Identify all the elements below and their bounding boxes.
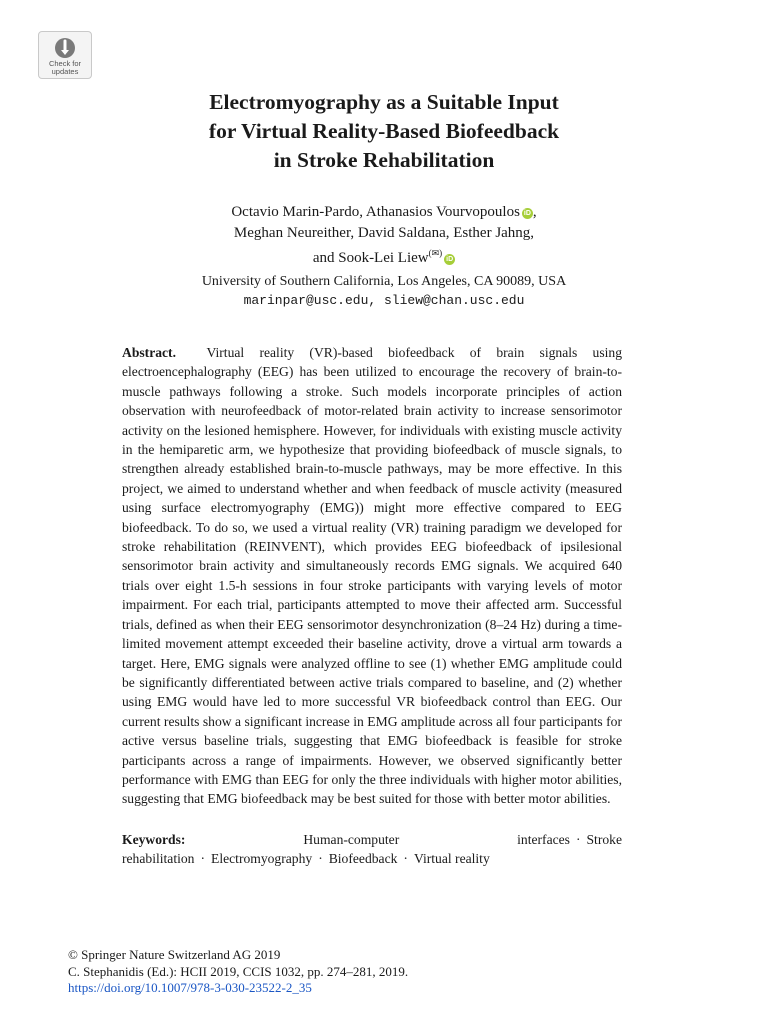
keyword-item: Human-computer interfaces xyxy=(303,832,570,847)
title-line2: for Virtual Reality-Based Biofeedback xyxy=(208,119,560,143)
orcid-icon[interactable]: iD xyxy=(446,256,454,263)
affiliation xyxy=(0,272,768,310)
author-list xyxy=(0,202,768,269)
orcid-icon[interactable]: iD xyxy=(523,210,531,217)
title-line3: in Stroke Rehabilitation xyxy=(273,148,495,172)
keyword-item: Electromyography xyxy=(211,851,313,867)
authors-line3: and Sook-Lei Liew xyxy=(312,250,429,266)
keyword-item: Virtual reality xyxy=(413,851,490,867)
mail-icon[interactable]: (✉) xyxy=(428,248,443,258)
badge-label-line1: Check for xyxy=(48,59,82,68)
footer xyxy=(68,947,408,997)
keywords-label: Keywords: xyxy=(122,832,186,847)
keyword-separator: · xyxy=(575,832,581,847)
check-for-updates-badge[interactable] xyxy=(38,31,92,79)
paper-title xyxy=(0,88,768,175)
keyword-separator: · xyxy=(200,851,206,867)
keyword-separator: · xyxy=(403,851,408,867)
doi-link[interactable]: https://doi.org/10.1007/978-3-030-23522-2_35 xyxy=(68,980,312,995)
copyright-notice: © Springer Nature Switzerland AG 2019 xyxy=(68,947,281,962)
keyword-item: Biofeedback xyxy=(328,851,398,867)
authors-line2: Meghan Neureither, David Saldana, Esther Jahng, xyxy=(233,224,535,241)
author-emails: marinpar@usc.edu, sliew@chan.usc.edu xyxy=(243,293,525,308)
abstract-text: Virtual reality (VR)-based biofeedback of brain signals using electroencephalography (EEG) has been utilized to encourage the recovery of brain-to-muscle pathways following a stroke. Such models incorporate principles of action observation with neurofeedback of motor-related brain activity to increase sensorimotor activity on the lesioned hemisphere. However, for individuals with existing muscle activity in the hemiparetic arm, we hypothesize that providing biofeedback of muscle signals, to strengthen already established brain-to-muscle pathways, may be more effective. In this project, we aimed to understand whether and when feedback of muscle activity (measured using surface electromyography (EMG)) might more effective compared to EEG biofeedback. To do so, we used a virtual reality (VR) training paradigm we developed for stroke rehabilitation (REINVENT), which provides EEG biofeedback of ipsilesional sensorimotor brain activity and simultaneously records EMG signals. We acquired 640 trials over eight 1.5-h sessions in four stroke participants with varying levels of motor impairment. For each trial, participants attempted to move their affected arm. Successful trials, defined as when their EEG sensorimotor desynchronization (8–24 Hz) during a time-limited movement attempt exceeded their baseline activity, drove a virtual arm towards a target. Here, EMG signals were analyzed offline to see (1) whether EMG amplitude could be significantly differentiated between active trials compared to baseline, and (2) whether using EMG would have led to more successful VR biofeedback control than EEG. Our current results show a significant increase in EMG amplitude across all four participants for active versus baseline trials, suggesting that EMG biofeedback is feasible for stroke participants across a range of impairments. However, we observed significantly better performance with EMG than EEG for only the three individuals with higher motor abilities, suggesting that EMG biofeedback may be best suited for those with better motor abilities. xyxy=(122,345,623,807)
abstract xyxy=(122,343,622,809)
keywords xyxy=(122,830,622,869)
authors-line1-comma: , xyxy=(532,204,537,220)
abstract-label: Abstract. xyxy=(122,345,176,360)
citation: C. Stephanidis (Ed.): HCII 2019, CCIS 1032, pp. 274–281, 2019. xyxy=(68,963,409,979)
keyword-item: Stroke rehabilitation xyxy=(122,832,622,867)
title-line1: Electromyography as a Suitable Input xyxy=(209,90,559,114)
institution: University of Southern California, Los Angeles, CA 90089, USA xyxy=(201,274,567,289)
authors-line1: Octavio Marin-Pardo, Athanasios Vourvopoulos xyxy=(231,204,520,220)
keyword-separator: · xyxy=(318,851,323,867)
badge-label-line2: updates xyxy=(51,67,79,76)
check-for-updates-icon xyxy=(53,36,77,60)
